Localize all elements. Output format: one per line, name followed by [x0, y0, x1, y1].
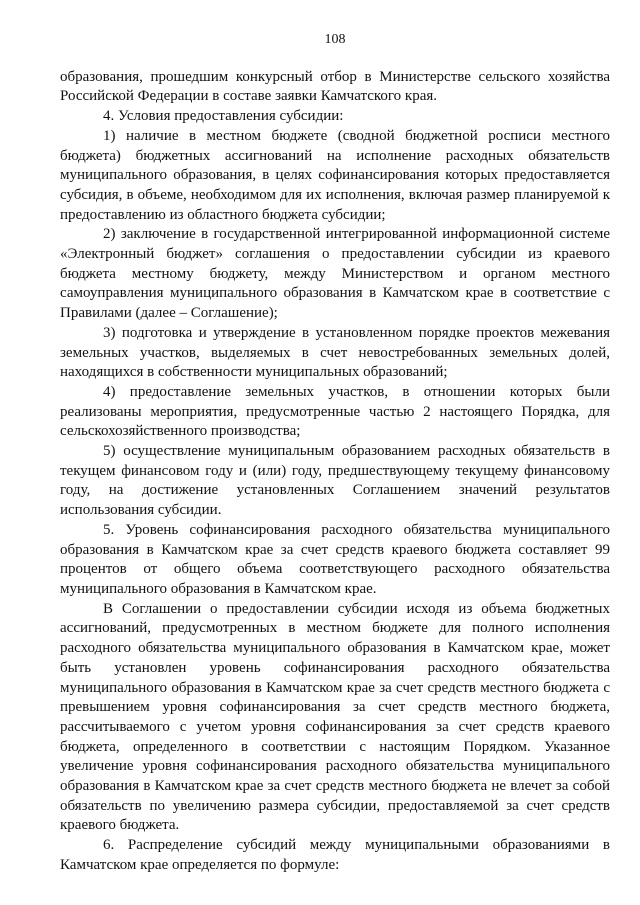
- paragraph: 5. Уровень софинансирования расходного обязательства муниципального образования в Камчатском крае за счет средств краевого бюджета составляет 99 процентов от общего объема соответствующего расходного обязательства муниципального образования в Камчатском крае.: [60, 521, 610, 597]
- paragraph: 5) осуществление муниципальным образованием расходных обязательств в текущем финансовом году и (или) году, предшествующему текущему финансовому году, на достижение установленных Соглашением значений результатов использования субсидии.: [60, 443, 610, 519]
- paragraph: В Соглашении о предоставлении субсидии исходя из объема бюджетных ассигнований, предусмотренных в местном бюджете для полного исполнения расходного обязательства муниципального образования в Камчатском крае, может быть установлен уровень софинансирования расходного обязательства муниципального образования в Камчатском крае за счет средств местного бюджета с превышением уровня софинансирования за счет средств местного бюджета, рассчитываемого с учетом уровня софинансирования за счет средств краевого бюджета, определенного в соответствии с настоящим Порядком. Указанное увеличение уровня софинансирования расходного обязательства муниципального образования в Камчатском крае за счет средств местного бюджета не влечет за собой обязательств по увеличению размера субсидии, предоставляемой за счет средств краевого бюджета.: [60, 600, 610, 834]
- paragraph: 4) предоставление земельных участков, в отношении которых были реализованы мероприятия, предусмотренные частью 2 настоящего Порядка, для сельскохозяйственного производства;: [60, 383, 610, 440]
- document-page: [60, 30, 610, 876]
- document-body: [60, 68, 610, 876]
- paragraph: 1) наличие в местном бюджете (сводной бюджетной росписи местного бюджета) бюджетных ассигнований на исполнение расходных обязательств муниципального образования, в целях софинансирования которых предоставляется субсидия, в объеме, необходимом для их исполнения, включая размер планируемой к предоставлению из областного бюджета субсидии;: [60, 127, 610, 223]
- paragraph: 4. Условия предоставления субсидии:: [103, 108, 344, 125]
- paragraph: образования, прошедшим конкурсный отбор в Министерстве сельского хозяйства Российской Федерации в составе заявки Камчатского края.: [60, 68, 610, 105]
- page-number: 108: [324, 32, 346, 47]
- paragraph: 3) подготовка и утверждение в установленном порядке проектов межевания земельных участков, выделяемых в счет невостребованных земельных долей, находящихся в собственности муниципальных образований;: [60, 324, 610, 381]
- paragraph: 2) заключение в государственной интегрированной информационной системе «Электронный бюджет» соглашения о предоставлении субсидии из краевого бюджета местному бюджету, между Министерством и органом местного самоуправления муниципального образования в Камчатском крае в соответствие с Правилами (далее – Соглашение);: [60, 226, 610, 322]
- paragraph: 6. Распределение субсидий между муниципальными образованиями в Камчатском крае определяется по формуле:: [60, 837, 610, 873]
